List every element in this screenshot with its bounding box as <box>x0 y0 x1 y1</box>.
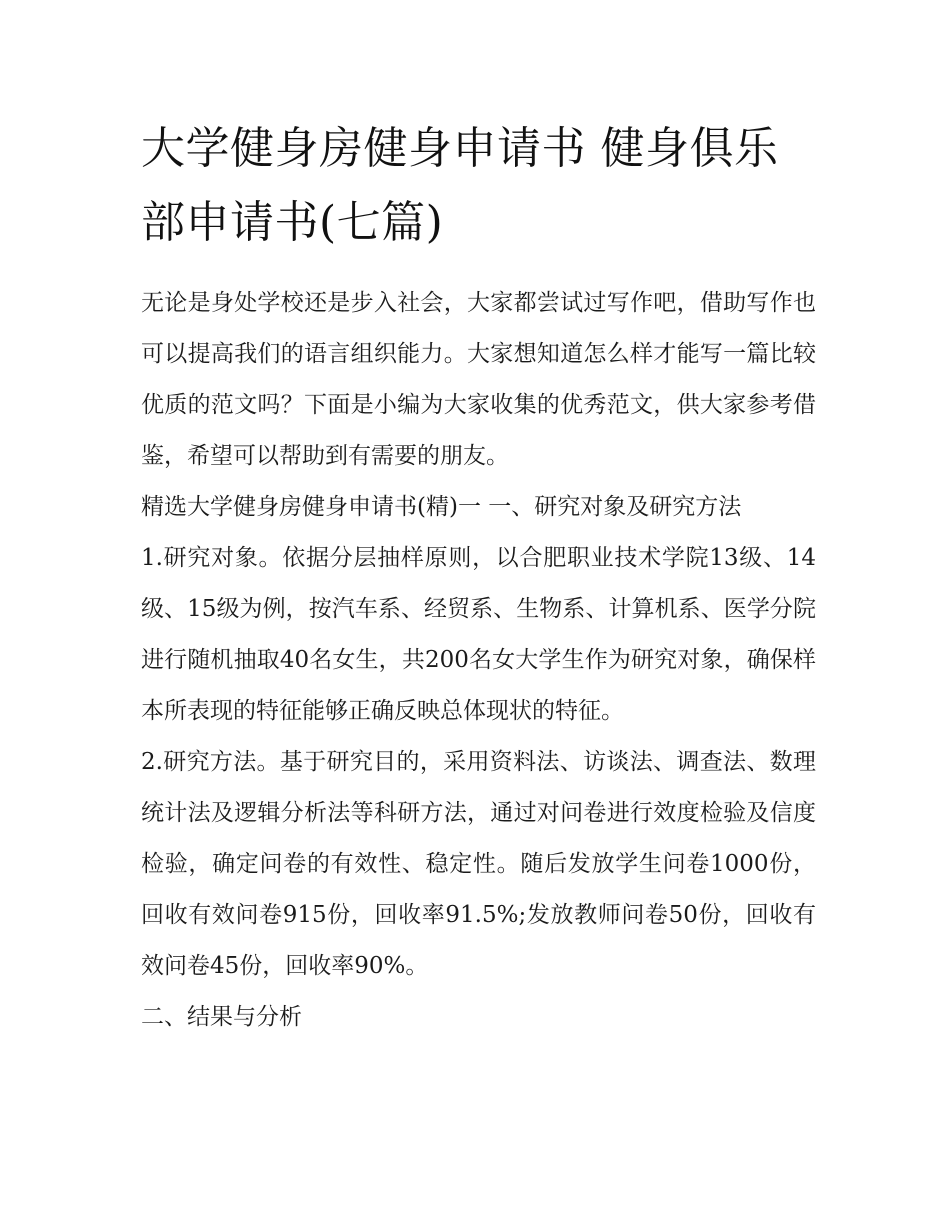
document-body <box>141 112 816 1043</box>
research-method-paragraph: 2.研究方法。基于研究目的，采用资料法、访谈法、调查法、数理统计法及逻辑分析法等科研方法，通过对问卷进行效度检验及信度检验，确定问卷的有效性、稳定性。随后发放学生问卷1000份，回收有效问卷915份，回收率91.5%;发放教师问卷50份，回收有效问卷45份，回收率90%。 <box>141 749 816 979</box>
research-subject-paragraph: 1.研究对象。依据分层抽样原则，以合肥职业技术学院13级、14级、15级为例，按汽车系、经贸系、生物系、计算机系、医学分院进行随机抽取40名女生，共200名女大学生作为研究对象，确保样本所表现的特征能够正确反映总体现状的特征。 <box>141 545 816 724</box>
intro-paragraph: 无论是身处学校还是步入社会，大家都尝试过写作吧，借助写作也可以提高我们的语言组织能力。大家想知道怎么样才能写一篇比较优质的范文吗？下面是小编为大家收集的优秀范文，供大家参考借鉴，希望可以帮助到有需要的朋友。 <box>141 290 816 469</box>
section-heading: 精选大学健身房健身申请书(精)一 一、研究对象及研究方法 <box>141 494 742 520</box>
results-heading: 二、结果与分析 <box>141 1004 302 1030</box>
document-title: 大学健身房健身申请书 健身俱乐部申请书(七篇) <box>141 123 779 248</box>
